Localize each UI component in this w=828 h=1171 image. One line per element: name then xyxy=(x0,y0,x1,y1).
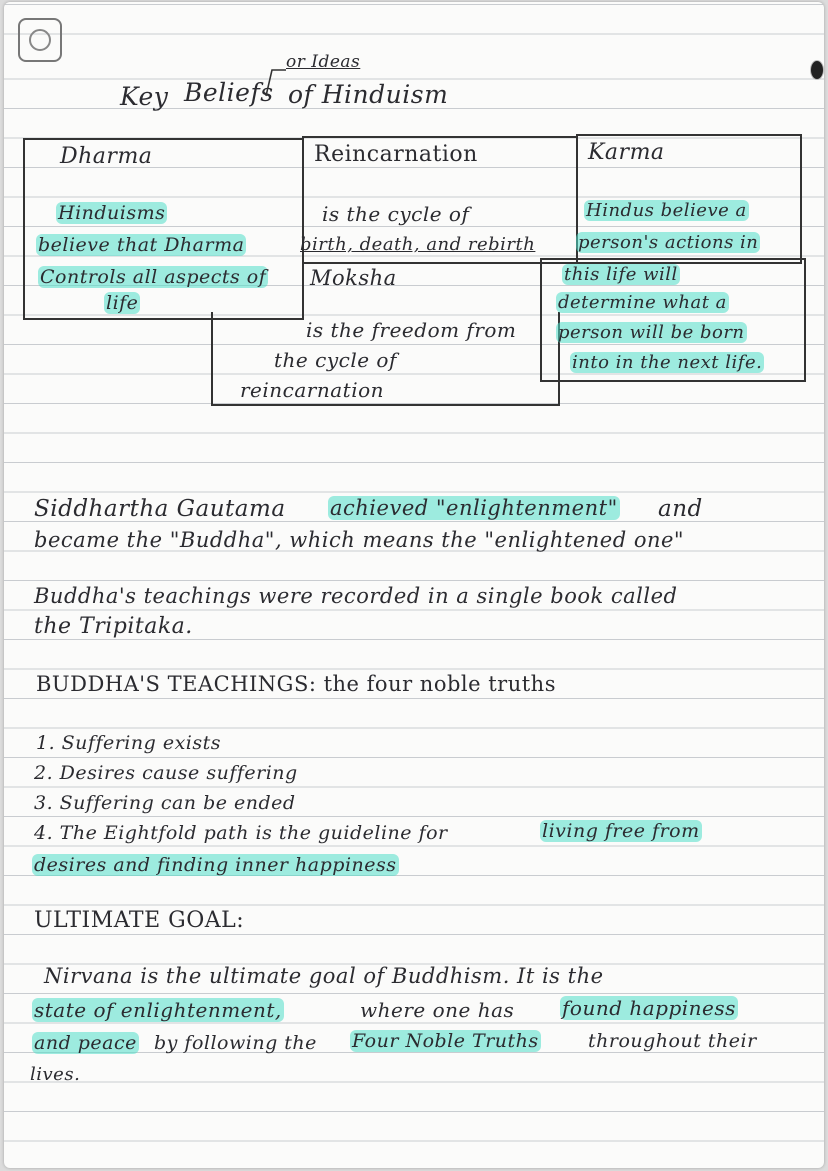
title-beliefs: Beliefs xyxy=(184,78,274,107)
stamp-icon xyxy=(29,29,51,51)
buddha-meaning-text: became the "Buddha", which means the "enlightened one" xyxy=(34,528,685,552)
tripitaka-text-2: the Tripitaka. xyxy=(34,614,193,639)
nirvana-line-3-d: throughout their xyxy=(588,1030,757,1052)
tripitaka-text-1: Buddha's teachings were recorded in a single book called xyxy=(34,584,678,608)
insert-caret-icon xyxy=(262,60,290,100)
siddhartha-text-a: Siddhartha Gautama xyxy=(34,496,286,522)
nirvana-line-4: lives. xyxy=(30,1064,81,1085)
dharma-heading: Dharma xyxy=(60,144,153,169)
dharma-line-3: Controls all aspects of xyxy=(40,266,267,288)
moksha-line-2: the cycle of xyxy=(274,348,397,372)
karma-line-2: person's actions in xyxy=(578,232,759,253)
page-corner-mark xyxy=(18,18,62,62)
moksha-line-3: reincarnation xyxy=(240,378,385,402)
dharma-line-2: believe that Dharma xyxy=(38,234,245,256)
truth-4-a: 4. The Eightfold path is the guideline for xyxy=(34,822,448,844)
moksha-heading: Moksha xyxy=(310,266,397,290)
title-rest: of Hinduism xyxy=(288,80,449,109)
nirvana-line-3-a: and peace xyxy=(34,1032,137,1054)
teachings-heading: BUDDHA'S TEACHINGS: the four noble truths xyxy=(36,672,556,696)
nirvana-line-2-c: found happiness xyxy=(562,996,736,1020)
karma-line-6: into in the next life. xyxy=(572,352,763,373)
karma-line-3: this life will xyxy=(564,264,678,285)
title-key: Key xyxy=(120,82,169,111)
nirvana-line-1: Nirvana is the ultimate goal of Buddhism. It is the xyxy=(44,964,604,988)
siddhartha-text-b: achieved "enlightenment" xyxy=(330,496,618,520)
ultimate-goal-heading: ULTIMATE GOAL: xyxy=(34,908,245,933)
reincarnation-line-1: is the cycle of xyxy=(322,202,470,226)
truth-1: 1. Suffering exists xyxy=(36,732,221,754)
karma-line-1: Hindus believe a xyxy=(586,200,747,221)
dharma-line-1: Hinduisms xyxy=(58,202,166,224)
title-insert: or Ideas xyxy=(286,52,361,72)
karma-line-4: determine what a xyxy=(558,292,727,313)
binder-hole-mark xyxy=(810,60,824,80)
karma-heading: Karma xyxy=(588,140,665,165)
reincarnation-heading: Reincarnation xyxy=(314,142,478,167)
nirvana-line-3-b: by following the xyxy=(154,1032,317,1054)
reincarnation-line-2: birth, death, and rebirth xyxy=(300,234,536,255)
truth-4-c: desires and finding inner happiness xyxy=(34,854,397,876)
nirvana-line-2-b: where one has xyxy=(360,998,515,1022)
dharma-line-4: life xyxy=(106,292,139,314)
truth-3: 3. Suffering can be ended xyxy=(34,792,296,814)
karma-line-5: person will be born xyxy=(558,322,745,343)
notebook-page xyxy=(4,2,824,1168)
moksha-line-1: is the freedom from xyxy=(306,318,517,342)
siddhartha-text-c: and xyxy=(658,496,703,522)
truth-2: 2. Desires cause suffering xyxy=(34,762,298,784)
nirvana-line-2-a: state of enlightenment, xyxy=(34,998,282,1022)
nirvana-line-3-c: Four Noble Truths xyxy=(352,1030,539,1052)
truth-4-b: living free from xyxy=(542,820,700,842)
